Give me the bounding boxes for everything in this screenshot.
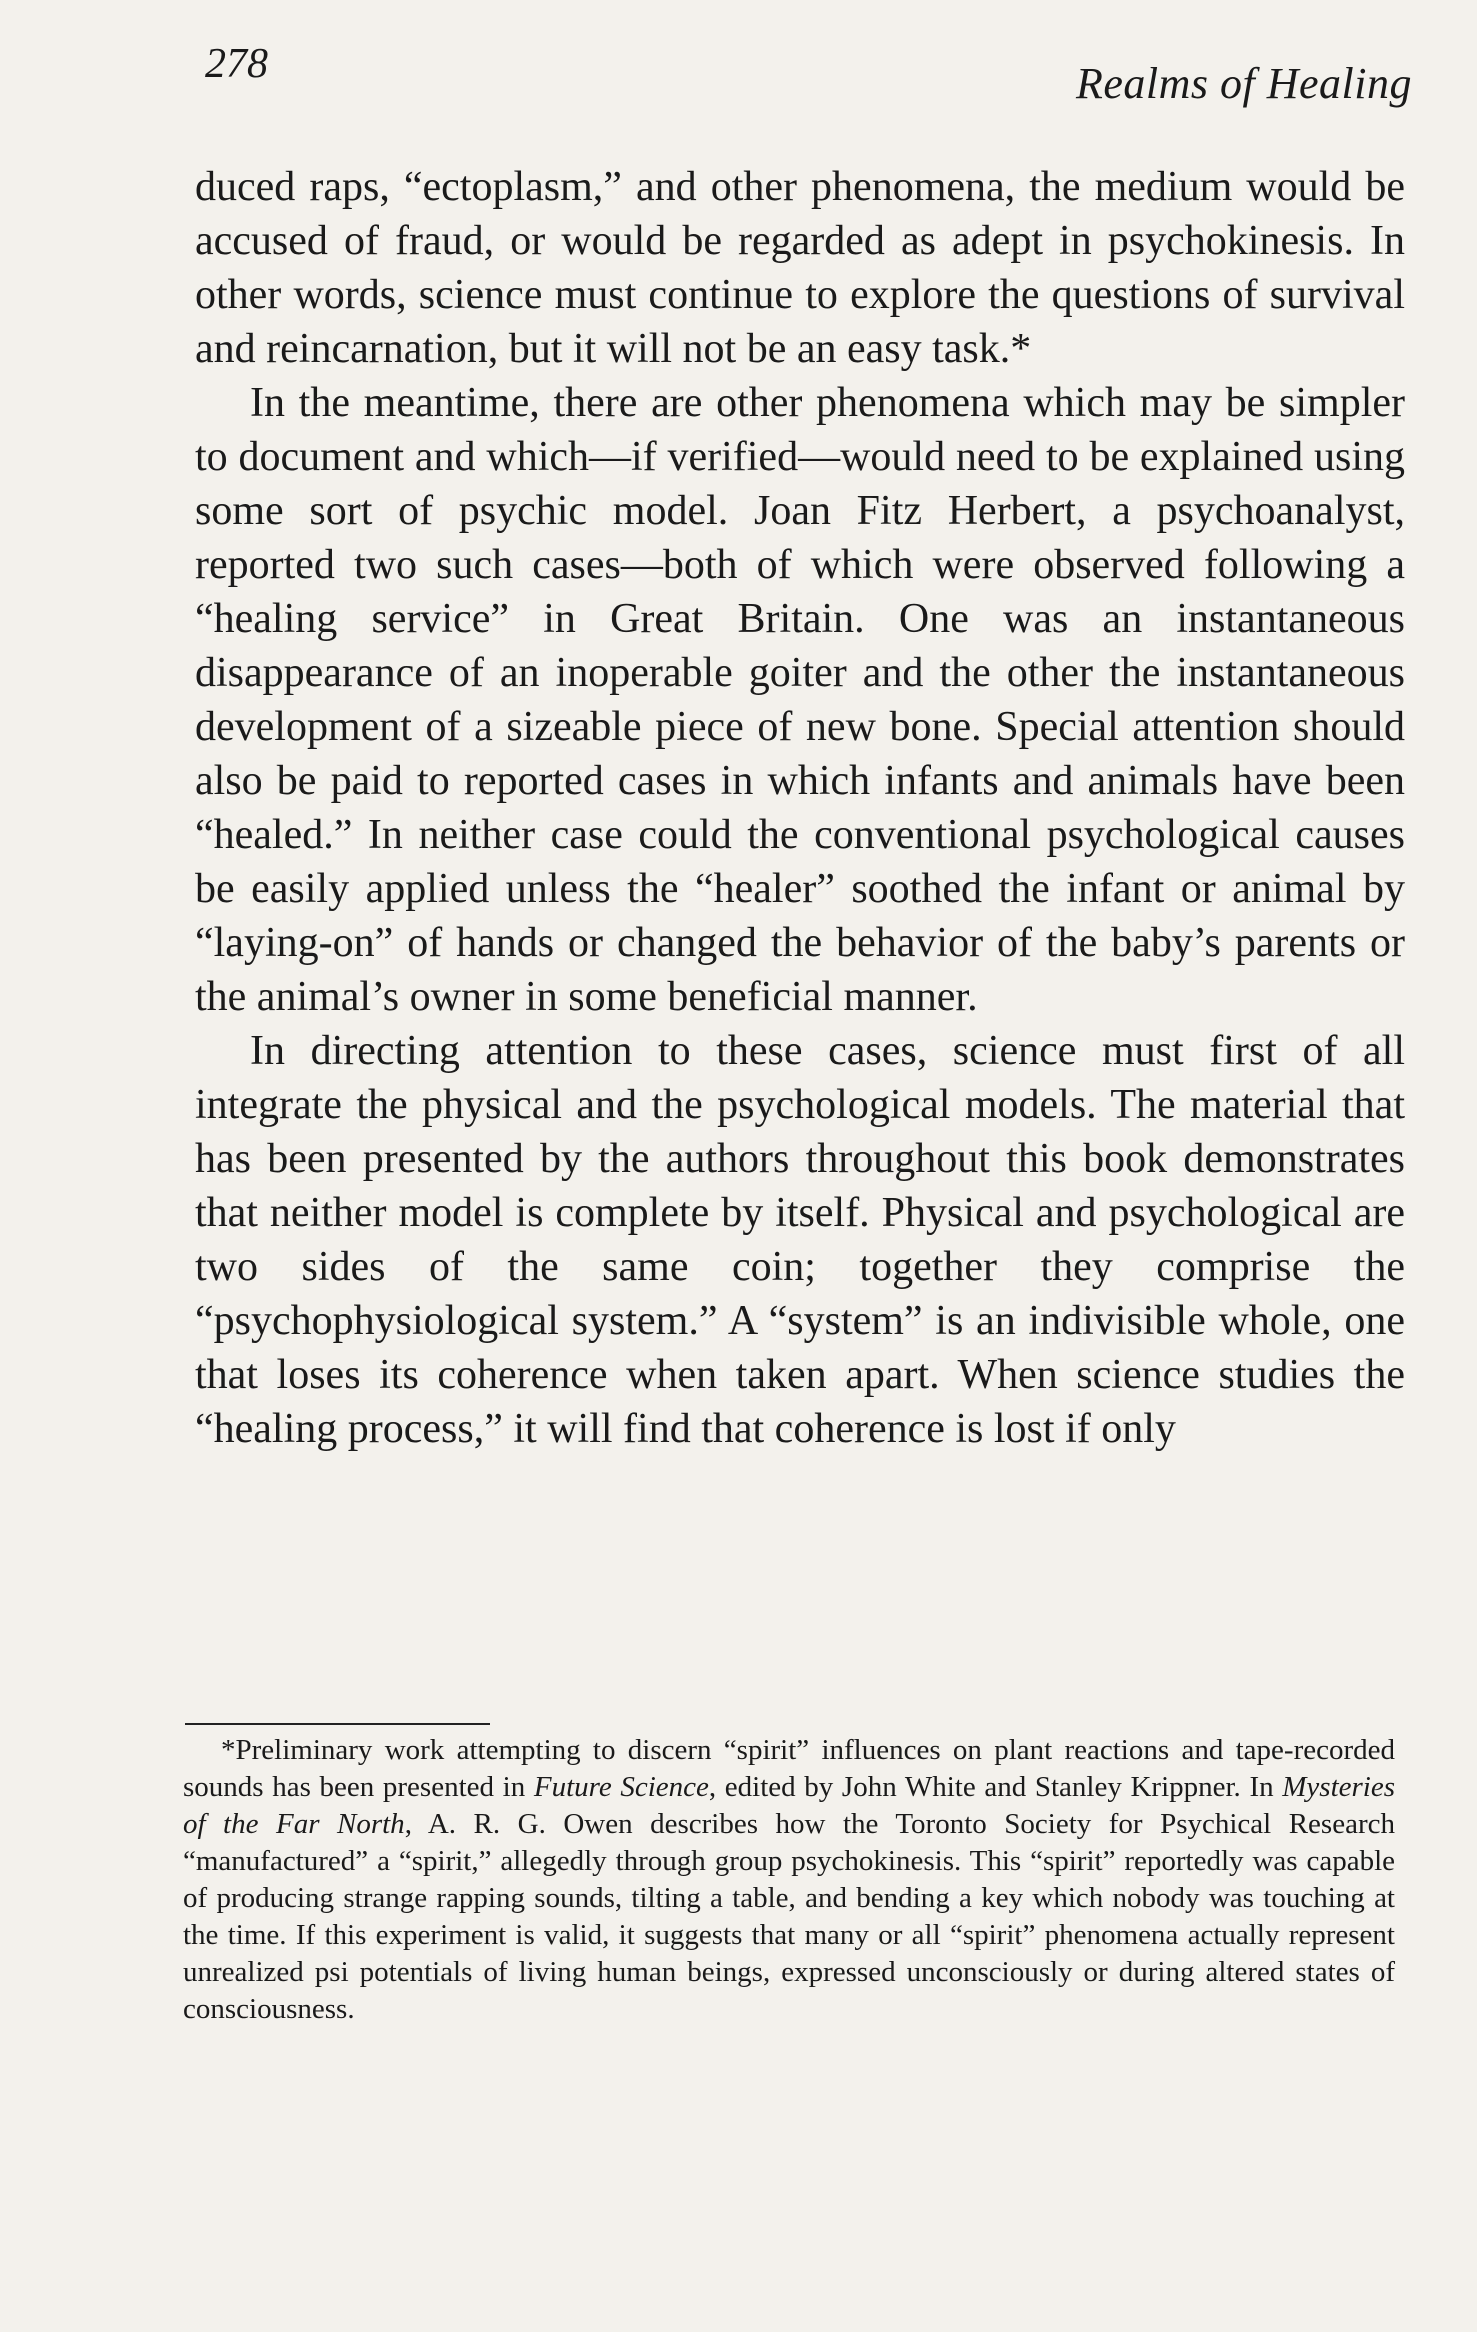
footnote-title-mysteries: Mysteries of the Far North [183, 1771, 1395, 1840]
page-number: 278 [205, 41, 268, 87]
paragraph-3: In directing attention to these cases, science must first of all integrate the physical and the psychological models. The material that has been presented by the authors throughout this book demonstrates that neither model is complete by itself. Physical and psychological are two sides of the same coin; together they comprise the “psychophysiological system.” A “system” is an indivisible whole, one that loses its coherence when taken apart. When science studies the “healing process,” it will find that coherence is lost if only [195, 1028, 1405, 1452]
paragraph-2: In the meantime, there are other phenomena which may be simpler to document and which—if verified—would need to be explained using some sort of psychic model. Joan Fitz Herbert, a psychoanalyst, reported two such cases—both of which were observed following a “healing service” in Great Britain. One was an instantaneous disappearance of an inoperable goiter and the other the instantaneous development of a sizeable piece of new bone. Special attention should also be paid to reported cases in which infants and animals have been “healed.” In neither case could the conventional psychological causes be easily applied unless the “healer” soothed the infant or animal by “laying-on” of hands or changed the behavior of the baby’s parents or the animal’s owner in some beneficial manner. [195, 380, 1405, 1020]
footnote-part-1: *Preliminary work attempting to discern “spirit” influences on plant reactions and tape-recorded sounds has been presented in [183, 1734, 1395, 1803]
paragraph-1: duced raps, “ectoplasm,” and other phenomena, the medium would be accused of fraud, or would be regarded as adept in psychokinesis. In other words, science must continue to explore the questions of survival and reincarnation, but it will not be an easy task.* [195, 164, 1405, 372]
running-head: Realms of Healing [1075, 59, 1412, 108]
footnote-part-2: , edited by John White and Stanley Krippner. In [708, 1771, 1283, 1803]
footnote [183, 1732, 1395, 2028]
footnote-text [183, 1732, 1395, 2028]
body-text [195, 160, 1405, 1456]
footnote-part-3: , A. R. G. Owen describes how the Toronto Society for Psychical Research “manufactured” a “spirit,” allegedly through group psychokinesis. This “spirit” reportedly was capable of producing strange rapping sounds, tilting a table, and bending a key which nobody was touching at the time. If this experiment is valid, it suggests that many or all “spirit” phenomena actually represent unrealized psi potentials of living human beings, expressed unconsciously or during altered states of consciousness. [183, 1808, 1395, 2025]
footnote-title-future-science: Future Science [533, 1771, 709, 1803]
footnote-rule [185, 1723, 490, 1725]
